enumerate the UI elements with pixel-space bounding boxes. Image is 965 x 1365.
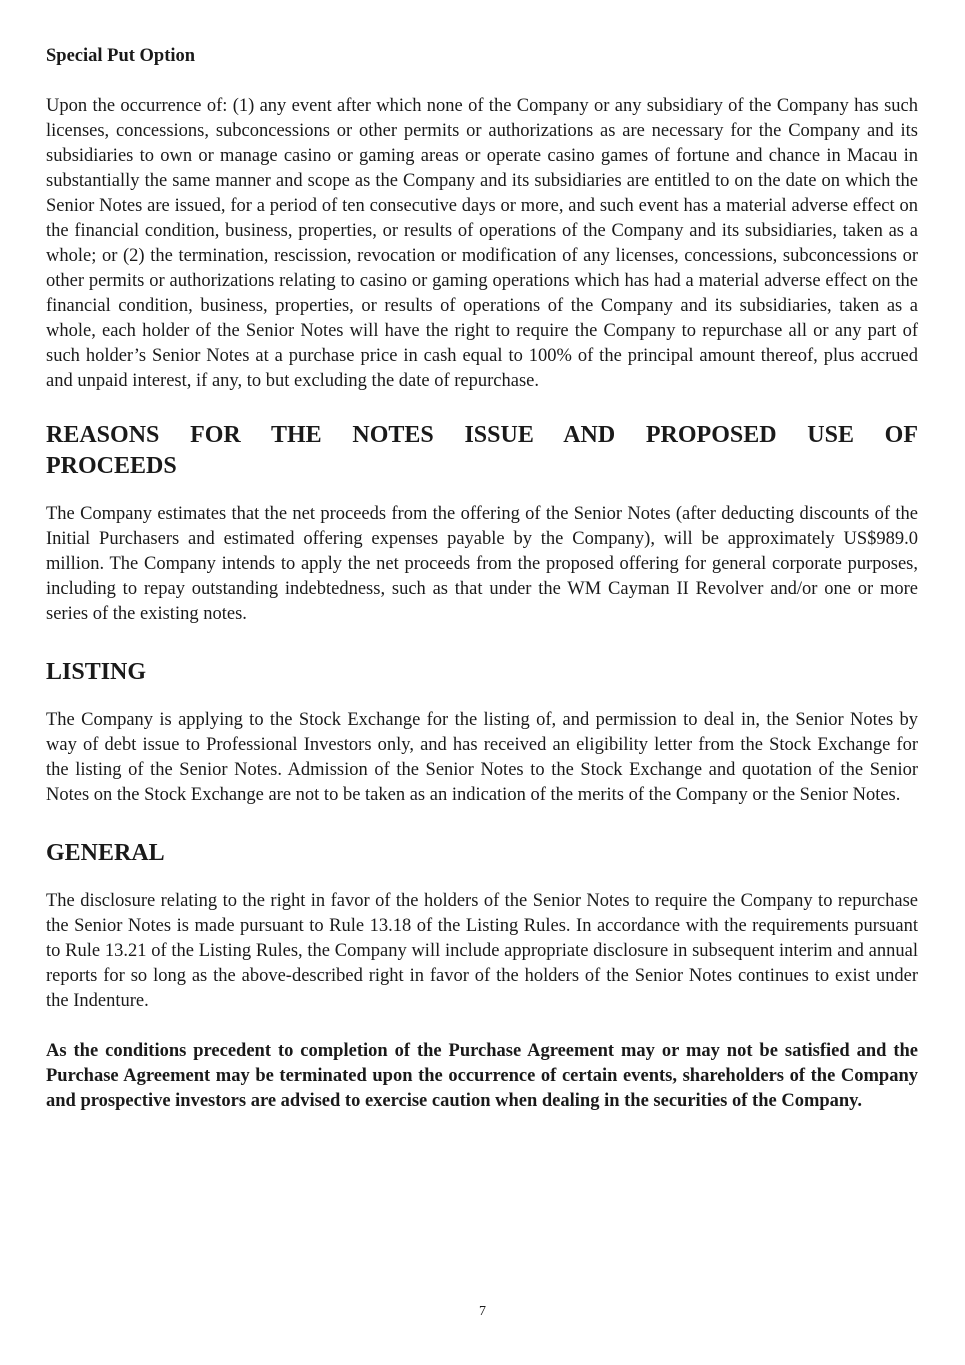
reasons-heading: REASONS FOR THE NOTES ISSUE AND PROPOSED USE OF PROCEEDS <box>46 422 918 479</box>
caution-statement: As the conditions precedent to completion of the Purchase Agreement may or may not be satisfied and the Purchase Agreement may be terminated upon the occurrence of certain events, shareholders of the Company and prospective investors are advised to exercise caution when dealing in the securities of the Company. <box>46 1041 918 1111</box>
document-page <box>46 40 918 1114</box>
listing-heading: LISTING <box>46 659 147 685</box>
special-put-option-paragraph: Upon the occurrence of: (1) any event after which none of the Company or any subsidiary of the Company has such licenses, concessions, subconcessions or other permits or authorizations as are necessary for the Company and its subsidiaries to own or manage casino or gaming areas or operate casino games of fortune and chance in Macau in substantially the same manner and scope as the Company and its subsidiaries are entitled to on the date on which the Senior Notes are issued, for a period of ten consecutive days or more, and such event has a material adverse effect on the financial condition, business, properties, or results of operations of the Company and its subsidiaries, taken as a whole; or (2) the termination, rescission, revocation or modification of any licenses, concessions, subconcessions or other permits or authorizations relating to casino or gaming operations which has had a material adverse effect on the financial condition, business, properties, or results of operations of the Company and its subsidiaries, taken as a whole, each holder of the Senior Notes will have the right to require the Company to repurchase all or any part of such holder’s Senior Notes at a purchase price in cash equal to 100% of the principal amount thereof, plus accrued and unpaid interest, if any, to but excluding the date of repurchase. <box>46 96 918 391</box>
general-paragraph: The disclosure relating to the right in favor of the holders of the Senior Notes to require the Company to repurchase the Senior Notes is made pursuant to Rule 13.18 of the Listing Rules. In accordance with the requirements pursuant to Rule 13.21 of the Listing Rules, the Company will include appropriate disclosure in subsequent interim and annual reports for so long as the above-described right in favor of the holders of the Senior Notes continues to exist under the Indenture. <box>46 891 918 1011</box>
special-put-option-heading: Special Put Option <box>46 46 196 66</box>
reasons-paragraph: The Company estimates that the net proceeds from the offering of the Senior Notes (after deducting discounts of the Initial Purchasers and estimated offering expenses payable by the Company), will be approximately US$989.0 million. The Company intends to apply the net proceeds from the proposed offering for general corporate purposes, including to repay outstanding indebtedness, such as that under the WM Cayman II Revolver and/or one or more series of the existing notes. <box>46 504 918 624</box>
listing-paragraph: The Company is applying to the Stock Exchange for the listing of, and permission to deal in, the Senior Notes by way of debt issue to Professional Investors only, and has received an eligibility letter from the Stock Exchange for the listing of the Senior Notes. Admission of the Senior Notes to the Stock Exchange and quotation of the Senior Notes on the Stock Exchange are not to be taken as an indication of the merits of the Company or the Senior Notes. <box>46 710 918 805</box>
general-heading: GENERAL <box>46 840 165 866</box>
page-number: 7 <box>479 1304 486 1319</box>
